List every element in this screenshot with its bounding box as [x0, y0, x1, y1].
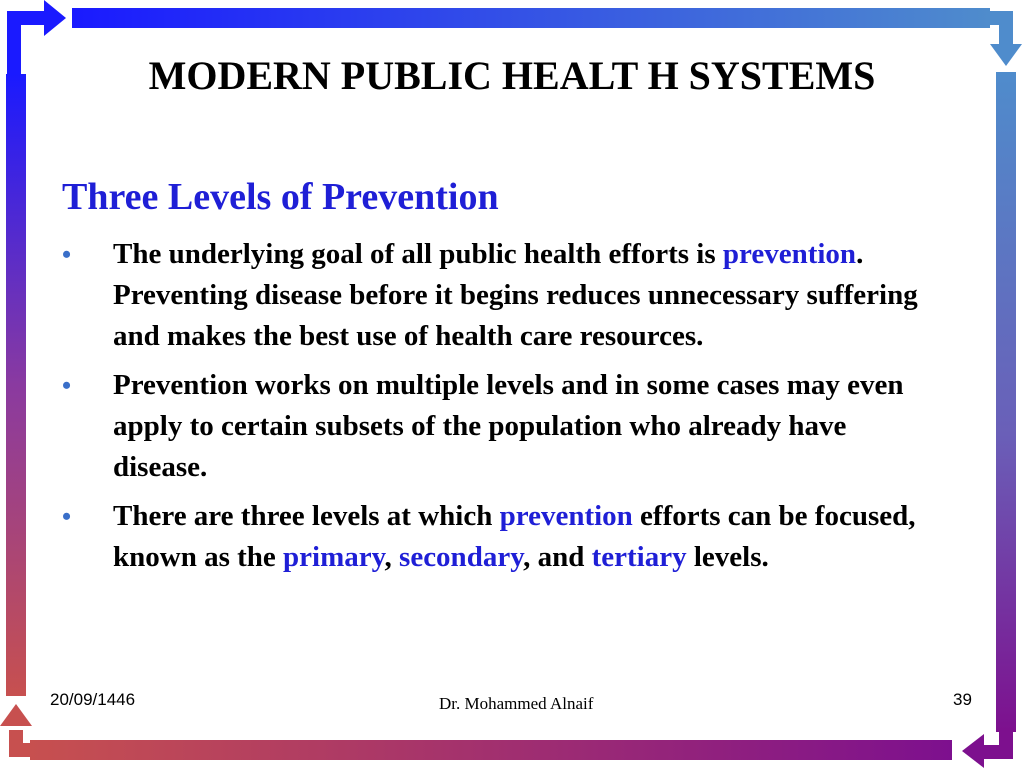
highlight-term: tertiary	[591, 541, 687, 573]
bullet-text: The underlying goal of all public health efforts is	[113, 238, 723, 270]
highlight-term: primary	[283, 541, 385, 573]
bullet-text: Prevention works on multiple levels and in some cases may even apply to certain subsets of the population who already have disease.	[113, 369, 904, 483]
bullet-list	[62, 234, 942, 586]
footer-author: Dr. Mohammed Alnaif	[439, 694, 594, 713]
frame-right-bar	[996, 72, 1016, 732]
bullet-text: ,	[384, 541, 400, 573]
frame-bottom-left-arrow	[0, 704, 32, 750]
footer-date: 20/09/1446	[50, 690, 136, 709]
bullet-text: . Preventing disease before it begins reduces unnecessary suffering and makes the best use of health care resources.	[113, 238, 918, 352]
bullet-item	[62, 496, 942, 578]
frame-bottom-right-arrow	[962, 728, 1006, 768]
slide-title: MODERN PUBLIC HEALT H SYSTEMS	[148, 53, 876, 98]
page-number: 39	[953, 690, 972, 709]
highlight-term: secondary	[399, 541, 524, 573]
frame-left-bar	[6, 74, 26, 696]
bullet-text: efforts can be focused, known as the	[113, 500, 916, 573]
bullet-item	[62, 365, 942, 488]
bullet-text: levels.	[686, 541, 769, 573]
frame-bottom-bar	[30, 740, 952, 760]
bullet-item	[62, 234, 942, 357]
highlight-term: prevention	[499, 500, 633, 532]
bullet-text: There are three levels at which	[113, 500, 500, 532]
bullet-dot: •	[62, 502, 72, 531]
bullet-text: , and	[523, 541, 592, 573]
section-heading: Three Levels of Prevention	[62, 176, 499, 218]
bullet-dot: •	[62, 240, 72, 269]
bullet-dot: •	[62, 371, 72, 400]
highlight-term: prevention	[722, 238, 857, 270]
